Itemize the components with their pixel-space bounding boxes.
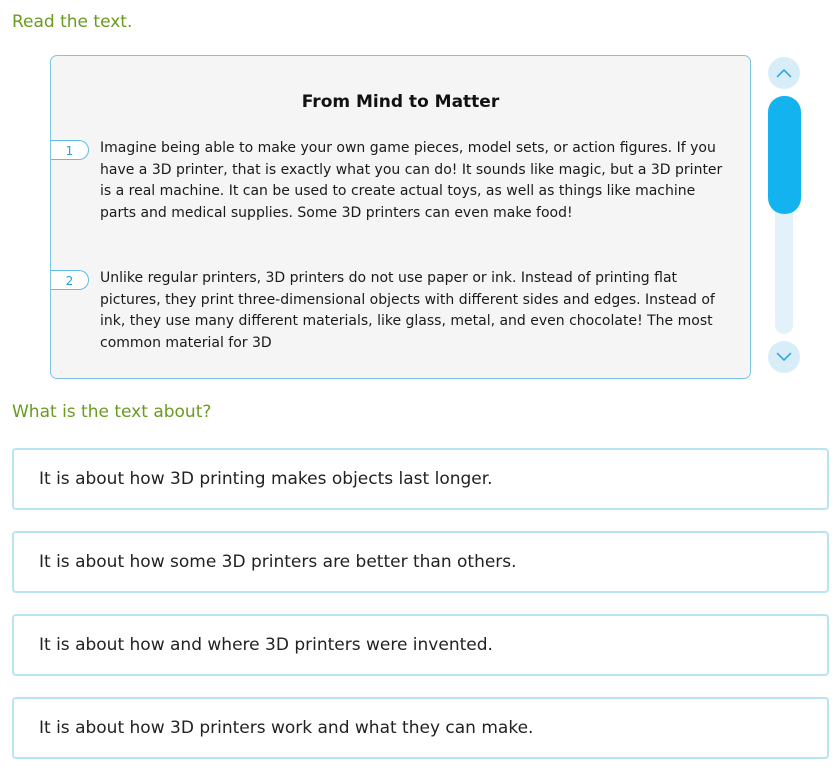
answer-option-label: It is about how 3D printers work and what they can make. xyxy=(39,718,534,738)
answer-option[interactable] xyxy=(12,614,829,676)
answer-option-label: It is about how some 3D printers are better than others. xyxy=(39,552,517,572)
answer-option[interactable] xyxy=(12,448,829,510)
answer-option[interactable] xyxy=(12,531,829,593)
question-prompt: What is the text about? xyxy=(12,402,212,422)
chevron-up-icon xyxy=(776,68,792,78)
scroll-down-button[interactable] xyxy=(768,341,800,373)
scrollbar-thumb[interactable] xyxy=(768,96,801,214)
passage-paragraph xyxy=(51,268,728,354)
answer-option-label: It is about how 3D printing makes objects last longer. xyxy=(39,469,493,489)
paragraph-text: Unlike regular printers, 3D printers do not use paper or ink. Instead of printing flat pictures, they print three-dimensional objects with different sides and edges. Instead of ink, they use many different materials, like glass, metal, and even chocolate! The most common material for 3D xyxy=(100,270,715,351)
chevron-down-icon xyxy=(776,352,792,362)
scroll-up-button[interactable] xyxy=(768,57,800,89)
paragraph-number-badge: 1 xyxy=(51,140,89,160)
passage-panel[interactable] xyxy=(50,55,751,379)
answer-option-label: It is about how and where 3D printers were invented. xyxy=(39,635,493,655)
paragraph-number-badge: 2 xyxy=(51,270,89,290)
read-instruction: Read the text. xyxy=(12,12,133,32)
paragraph-text: Imagine being able to make your own game pieces, model sets, or action figures. If you have a 3D printer, that is exactly what you can do! It sounds like magic, but a 3D printer is a real machine. It can be used to create actual toys, as well as things like machine parts and medical supplies. Some 3D printers can even make food! xyxy=(100,140,723,221)
passage-title: From Mind to Matter xyxy=(301,92,500,112)
passage-paragraph xyxy=(51,138,728,224)
answer-option[interactable] xyxy=(12,697,829,759)
